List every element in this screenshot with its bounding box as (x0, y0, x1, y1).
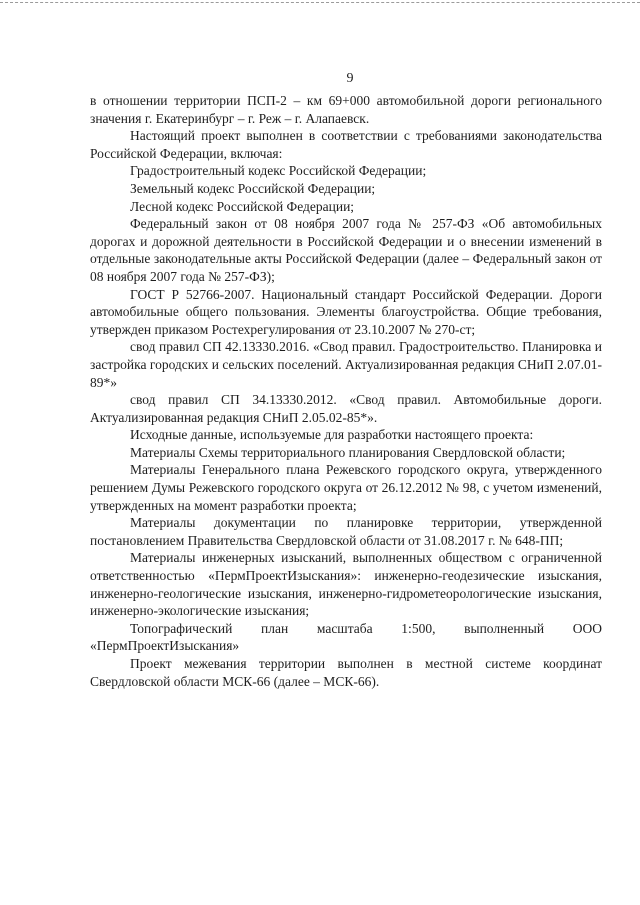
list-item-sp-34: свод правил СП 34.13330.2012. «Свод правил. Автомобильные дороги. Актуализированная редакция СНиП 2.05.02-85*». (90, 392, 602, 425)
list-item-territorial-scheme: Материалы Схемы территориального планирования Свердловской области; (130, 444, 566, 460)
list-item-topographic-plan: Топографический план масштаба 1:500, выполненный ООО «ПермПроектИзыскания» (90, 620, 602, 654)
paragraph-coordinate-system: Проект межевания территории выполнен в местной системе координат Свердловской области МСК-66 (далее – МСК-66). (90, 656, 602, 689)
page-number: 9 (346, 71, 354, 86)
list-item-general-plan: Материалы Генерального плана Режевского городского округа, утвержденного решением Думы Режевского городского округа от 26.12.2012 № 98, с учетом изменений, утвержденных на момент разработки проекта; (90, 462, 602, 513)
list-item-engineering-surveys: Материалы инженерных изысканий, выполненных обществом с ограниченной ответственностью «ПермПроектИзыскания»: инженерно-геодезические изыскания, инженерно-геологические изыскания, инженерно-гидрометеорологические изыскания, инженерно-экологические изыскания; (90, 550, 602, 619)
list-item-gost: ГОСТ Р 52766-2007. Национальный стандарт Российской Федерации. Дороги автомобильные общего пользования. Элементы благоустройства. Общие требования, утвержден приказом Ростехрегулирования от 23.10.2007 № 270-ст; (90, 286, 602, 337)
paragraph-source-data: Исходные данные, используемые для разработки настоящего проекта: (130, 427, 534, 443)
body-text (90, 92, 602, 690)
paragraph-continuation: в отношении территории ПСП-2 – км 69+000 автомобильной дороги регионального значения г. Екатеринбург – г. Реж – г. Алапаевск. (90, 93, 602, 126)
list-item-land-code: Земельный кодекс Российской Федерации; (130, 180, 376, 196)
list-item-federal-law: Федеральный закон от 08 ноября 2007 года № 257-ФЗ «Об автомобильных дорогах и дорожной деятельности в Российской Федерации и о внесении изменений в отдельные законодательные акты Российской Федерации (далее – Федеральный закон от 08 ноября 2007 года № 257-ФЗ); (90, 216, 602, 284)
scan-edge-line (0, 2, 640, 3)
list-item-forest-code: Лесной кодекс Российской Федерации; (130, 198, 355, 214)
list-item-urban-code: Градостроительный кодекс Российской Федерации; (130, 163, 427, 179)
list-item-planning-docs: Материалы документации по планировке территории, утвержденной постановлением Правительства Свердловской области от 31.08.2017 г. № 648-ПП; (90, 515, 602, 548)
list-item-sp-42: свод правил СП 42.13330.2016. «Свод правил. Градостроительство. Планировка и застройка городских и сельских поселений. Актуализированная редакция СНиП 2.07.01-89*» (90, 339, 602, 390)
paragraph-intro: Настоящий проект выполнен в соответствии с требованиями законодательства Российской Федерации, включая: (90, 128, 602, 161)
